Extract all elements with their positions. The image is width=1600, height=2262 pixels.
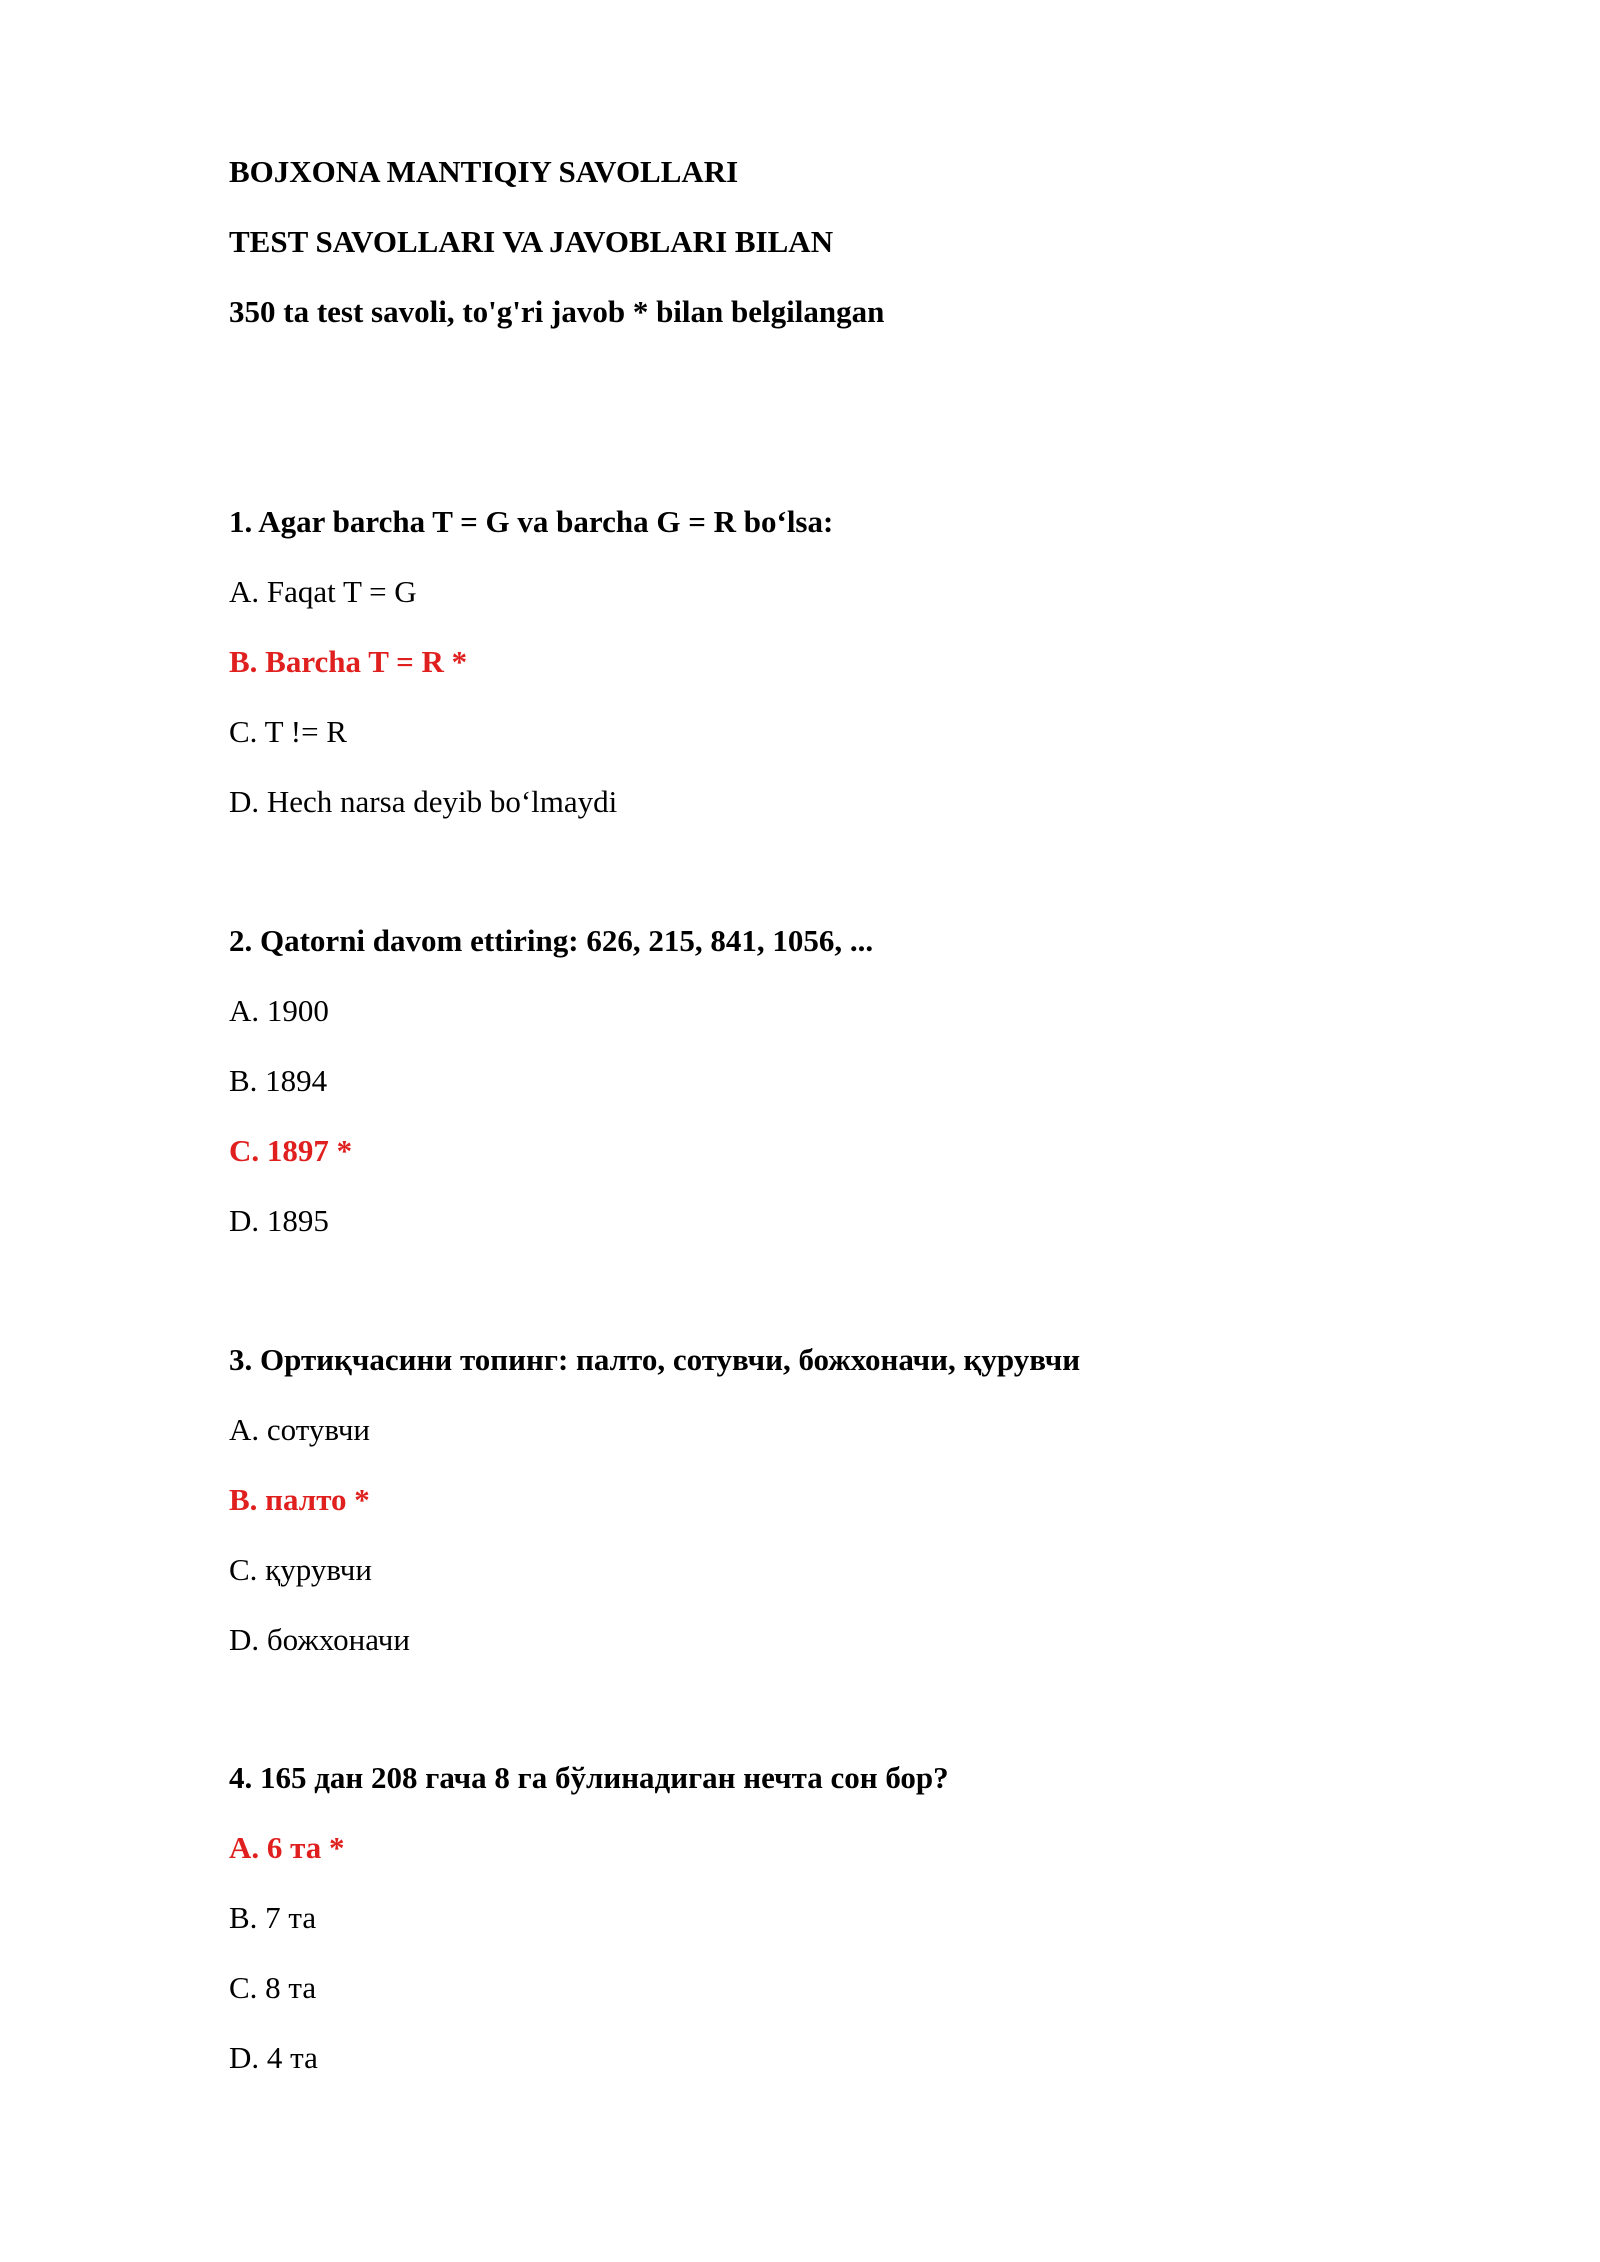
question-text: 3. Ортиқчасини топинг: палто, сотувчи, божхоначи, қурувчи: [229, 1342, 1081, 1377]
document-subtitle: TEST SAVOLLARI VA JAVOBLARI BILAN: [229, 224, 834, 259]
answer-option: D. 1895: [229, 1203, 329, 1238]
document-note: 350 ta test savoli, to'g'ri javob * bilan belgilangan: [229, 294, 885, 329]
answer-option: B. 7 та: [229, 1900, 317, 1935]
question-text: 2. Qatorni davom ettiring: 626, 215, 841, 1056, ...: [229, 923, 874, 958]
answer-option: D. Hech narsa deyib bo‘lmaydi: [229, 784, 618, 819]
correct-answer-option: B. палто *: [229, 1482, 370, 1517]
question-text: 1. Agar barcha T = G va barcha G = R bo‘lsa:: [229, 504, 834, 539]
correct-answer-option: C. 1897 *: [229, 1133, 353, 1168]
answer-option: C. қурувчи: [229, 1552, 372, 1587]
answer-option: C. 8 та: [229, 1970, 317, 2005]
answer-option: D. 4 та: [229, 2040, 318, 2075]
answer-option: C. T != R: [229, 714, 347, 749]
answer-option: A. 1900: [229, 993, 329, 1028]
answer-option: A. сотувчи: [229, 1412, 371, 1447]
correct-answer-option: B. Barcha T = R *: [229, 644, 468, 679]
correct-answer-option: A. 6 та *: [229, 1830, 345, 1865]
answer-option: B. 1894: [229, 1063, 328, 1098]
answer-option: D. божхоначи: [229, 1622, 410, 1657]
question-text: 4. 165 дан 208 гача 8 га бўлинадиган нечта сон бор?: [229, 1760, 949, 1795]
document-title: BOJXONA MANTIQIY SAVOLLARI: [229, 154, 739, 189]
answer-option: A. Faqat T = G: [229, 574, 417, 609]
